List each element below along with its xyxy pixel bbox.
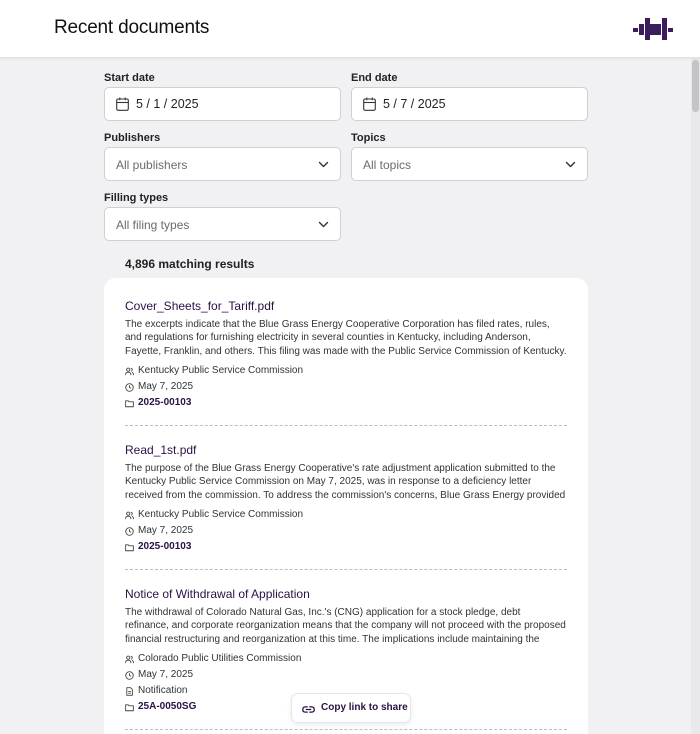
start-date-value: 5 / 1 / 2025 [136, 97, 199, 111]
filing-types-label: Filling types [104, 192, 169, 204]
chevron-down-icon [318, 159, 329, 170]
docket-number[interactable]: 25A-0050SG [138, 701, 197, 712]
app-header [0, 0, 700, 58]
result-title-link[interactable]: Cover_Sheets_for_Tariff.pdf [125, 299, 275, 313]
result-title-link[interactable]: Notice of Withdrawal of Application [125, 587, 310, 601]
result-divider [125, 569, 567, 570]
results-list [104, 278, 588, 734]
folder-icon [125, 543, 134, 552]
clock-icon [125, 527, 134, 536]
result-excerpt: The withdrawal of Colorado Natural Gas, Inc.'s (CNG) application for a stock pledge, debt refinance, and corporate reorganization means that the company will not proceed with the proposed financial restructuring and reorganization at this time. The implications include maintaining the [125, 607, 566, 645]
chevron-down-icon [565, 159, 576, 170]
result-divider [125, 729, 567, 730]
date-value: May 7, 2025 [138, 669, 194, 680]
copy-link-button[interactable] [291, 693, 411, 723]
users-icon [125, 367, 134, 376]
chevron-down-icon [318, 219, 329, 230]
users-icon [125, 655, 134, 664]
topics-placeholder: All topics [363, 158, 412, 172]
copy-link-label: Copy link to share [321, 702, 408, 713]
link-icon [302, 703, 315, 716]
start-date-input[interactable] [104, 87, 341, 121]
end-date-input[interactable] [351, 87, 588, 121]
publishers-placeholder: All publishers [116, 158, 188, 172]
folder-icon [125, 399, 134, 408]
publisher-name: Colorado Public Utilities Commission [138, 653, 302, 664]
results-count: 4,896 matching results [125, 257, 255, 271]
users-icon [125, 511, 134, 520]
calendar-icon [363, 97, 376, 111]
end-date-value: 5 / 7 / 2025 [383, 97, 446, 111]
filing-type: Notification [138, 685, 188, 696]
page-scrollbar[interactable] [691, 58, 700, 734]
docket-number[interactable]: 2025-00103 [138, 541, 192, 552]
publishers-select[interactable] [104, 147, 341, 181]
filing-types-select[interactable] [104, 207, 341, 241]
page-title: Recent documents [54, 17, 210, 38]
calendar-icon [116, 97, 129, 111]
clock-icon [125, 671, 134, 680]
result-excerpt: The excerpts indicate that the Blue Grass Energy Cooperative Corporation has filed rates, rules, and regulations for furnishing electricity in several counties in Kentucky, including Anderson, Fayette, Franklin, and others. This filing was made with the Public Service Commission of Kentucky. [125, 319, 567, 357]
date-value: May 7, 2025 [138, 381, 194, 392]
result-excerpt: The purpose of the Blue Grass Energy Cooperative's rate adjustment application submitted to the Kentucky Public Service Commission on May 7, 2025, was in response to a deficiency letter received from the commission. To address the commission's concerns, Blue Grass Energy provided [125, 463, 566, 501]
filing-types-placeholder: All filing types [116, 218, 190, 232]
start-date-label: Start date [104, 72, 155, 84]
publishers-label: Publishers [104, 132, 161, 144]
folder-icon [125, 703, 134, 712]
document-icon [125, 687, 134, 696]
publisher-name: Kentucky Public Service Commission [138, 509, 304, 520]
topics-select[interactable] [351, 147, 588, 181]
end-date-label: End date [351, 72, 398, 84]
brand-logo-icon[interactable] [633, 18, 673, 40]
date-value: May 7, 2025 [138, 525, 194, 536]
publisher-name: Kentucky Public Service Commission [138, 365, 304, 376]
scrollbar-thumb[interactable] [692, 60, 699, 112]
docket-number[interactable]: 2025-00103 [138, 397, 192, 408]
result-title-link[interactable]: Read_1st.pdf [125, 443, 197, 457]
result-divider [125, 425, 567, 426]
topics-label: Topics [351, 132, 386, 144]
clock-icon [125, 383, 134, 392]
